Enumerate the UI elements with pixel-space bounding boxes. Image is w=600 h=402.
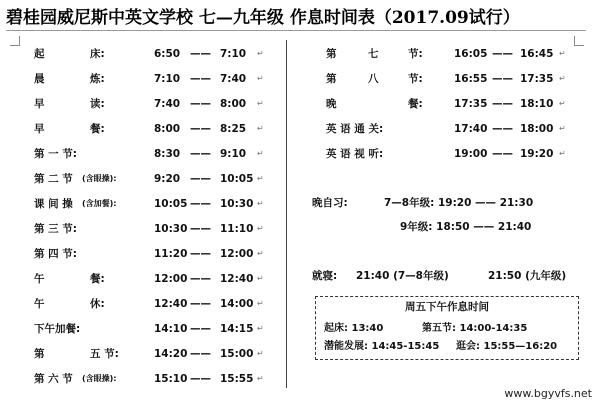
evening-study-grade78: 7—8年级: 19:20 —— 21:30 [384, 197, 534, 209]
schedule-label-suffix: 床: [90, 48, 105, 60]
friday-row-2b [456, 340, 557, 354]
schedule-row [34, 371, 284, 387]
schedule-start: 19:00 [454, 148, 488, 160]
schedule-dash: —— [190, 248, 211, 260]
evening-study-grade9: 9年级: 18:50 —— 21:40 [400, 221, 532, 233]
paragraph-mark-icon: ↵ [257, 349, 264, 358]
schedule-end: 11:10 [220, 223, 254, 235]
schedule-dash: —— [190, 98, 211, 110]
schedule-row [34, 346, 284, 362]
schedule-label: 下午加餐: [34, 323, 81, 335]
schedule-dash: —— [190, 48, 211, 60]
paragraph-mark-icon: ↵ [257, 124, 264, 133]
schedule-start: 17:35 [454, 98, 488, 110]
schedule-dash: —— [190, 73, 211, 85]
schedule-start: 10:05 [154, 198, 188, 210]
paragraph-mark-icon: ↵ [257, 74, 264, 83]
schedule-row [34, 296, 284, 312]
schedule-label-suffix: 餐: [408, 98, 423, 110]
title-text: 碧桂园威尼斯中英文学校 七—九年级 作息时间表（2017.09试行） [6, 8, 520, 28]
schedule-end: 8:25 [220, 123, 247, 135]
evening-study-row-78 [312, 195, 582, 211]
schedule-end: 7:40 [220, 73, 247, 85]
paragraph-mark-icon: ↵ [257, 324, 264, 333]
schedule-label-suffix: 五 节: [90, 348, 119, 360]
schedule-row [34, 46, 284, 62]
schedule-row [326, 121, 588, 137]
schedule-label-suffix: 餐: [90, 273, 105, 285]
schedule-end: 15:55 [220, 373, 254, 385]
friday-wake: 起床: 13:40 [324, 323, 384, 334]
paragraph-mark-icon: ↵ [559, 99, 566, 108]
schedule-dash: —— [492, 123, 513, 135]
schedule-end: 14:15 [220, 323, 254, 335]
schedule-row [326, 71, 588, 87]
schedule-label-suffix: 节: [408, 73, 423, 85]
sleep-row [312, 268, 582, 284]
schedule-row [326, 146, 588, 162]
schedule-dash: —— [190, 373, 211, 385]
schedule-label-suffix: 休: [90, 298, 105, 310]
friday-schedule-box [315, 296, 579, 360]
schedule-row [34, 246, 284, 262]
schedule-start: 12:40 [154, 298, 188, 310]
schedule-label: 晚 [326, 98, 337, 110]
schedule-end: 9:10 [220, 148, 247, 160]
schedule-end: 14:00 [220, 298, 254, 310]
schedule-label: 晨 [34, 73, 45, 85]
schedule-dash: —— [190, 323, 211, 335]
paragraph-mark-icon: ↵ [257, 199, 264, 208]
title-underline [6, 30, 586, 31]
friday-fifth: 第五节: 14:00-14:35 [422, 323, 528, 334]
page-title [6, 5, 594, 31]
schedule-start: 7:10 [154, 73, 181, 85]
sleep-grade78: 21:40 (7—8年级) [356, 270, 449, 282]
schedule-end: 8:00 [220, 98, 247, 110]
friday-row-2 [324, 340, 439, 354]
paragraph-mark-icon: ↵ [257, 224, 264, 233]
schedule-dash: —— [190, 223, 211, 235]
schedule-label-suffix: 餐: [90, 123, 105, 135]
schedule-label: 英 语 视 听: [326, 148, 384, 160]
schedule-start: 9:20 [154, 173, 181, 185]
paragraph-mark-icon: ↵ [257, 149, 264, 158]
schedule-start: 14:20 [154, 348, 188, 360]
schedule-row [34, 321, 284, 337]
schedule-row [34, 196, 284, 212]
paragraph-mark-icon: ↵ [257, 49, 264, 58]
schedule-label: 第 [326, 48, 337, 60]
schedule-label: 早 [34, 123, 45, 135]
schedule-end: 19:20 [520, 148, 554, 160]
schedule-label-suffix: 读: [90, 98, 105, 110]
schedule-label: 第 四 节: [34, 248, 78, 260]
schedule-start: 10:30 [154, 223, 188, 235]
schedule-dash: —— [190, 148, 211, 160]
column-divider [286, 40, 287, 388]
watermark: www.bgyvfs.net [504, 387, 592, 400]
sleep-label: 就寝: [312, 270, 338, 282]
schedule-end: 18:10 [520, 98, 554, 110]
schedule-end: 10:30 [220, 198, 254, 210]
schedule-start: 14:10 [154, 323, 188, 335]
schedule-dash: —— [492, 98, 513, 110]
schedule-row [34, 121, 284, 137]
schedule-dash: —— [190, 173, 211, 185]
schedule-end: 18:00 [520, 123, 554, 135]
schedule-row [326, 46, 588, 62]
evening-study-label: 晚自习: [312, 197, 348, 209]
schedule-dash: —— [492, 73, 513, 85]
schedule-dash: —— [190, 273, 211, 285]
paragraph-mark-icon: ↵ [257, 274, 264, 283]
schedule-end: 17:35 [520, 73, 554, 85]
schedule-start: 16:05 [454, 48, 488, 60]
schedule-start: 8:00 [154, 123, 181, 135]
schedule-start: 17:40 [454, 123, 488, 135]
schedule-label: 第 二 节 [34, 173, 73, 185]
schedule-end: 7:10 [220, 48, 247, 60]
schedule-row [34, 221, 284, 237]
schedule-note: (含眼操): [82, 374, 117, 383]
corner-mark-left [10, 36, 20, 46]
schedule-label: 课 间 操 [34, 198, 73, 210]
schedule-label: 第 [326, 73, 337, 85]
schedule-label: 早 [34, 98, 45, 110]
schedule-start: 11:20 [154, 248, 188, 260]
paragraph-mark-icon: ↵ [559, 149, 566, 158]
schedule-end: 12:40 [220, 273, 254, 285]
schedule-note: (含加餐): [82, 199, 117, 208]
schedule-label-suffix: 炼: [90, 73, 105, 85]
schedule-row [34, 271, 284, 287]
schedule-label: 午 [34, 298, 45, 310]
schedule-label: 第 一 节: [34, 148, 78, 160]
schedule-label-middle: 八 [368, 73, 379, 85]
corner-mark-right [574, 36, 584, 46]
schedule-dash: —— [190, 198, 211, 210]
schedule-dash: —— [492, 48, 513, 60]
schedule-start: 12:00 [154, 273, 188, 285]
friday-row-1 [324, 322, 383, 336]
schedule-row [34, 71, 284, 87]
schedule-label: 第 三 节: [34, 223, 78, 235]
friday-dev: 潜能发展: 14:45-15:45 [324, 341, 440, 352]
schedule-label: 起 [34, 48, 45, 60]
schedule-label-suffix: 节: [408, 48, 423, 60]
schedule-end: 16:45 [520, 48, 554, 60]
schedule-row [326, 96, 588, 112]
schedule-start: 16:55 [454, 73, 488, 85]
schedule-dash: —— [492, 148, 513, 160]
paragraph-mark-icon: ↵ [257, 99, 264, 108]
paragraph-mark-icon: ↵ [257, 174, 264, 183]
schedule-start: 8:30 [154, 148, 181, 160]
evening-study-row-9 [312, 219, 582, 235]
schedule-label: 午 [34, 273, 45, 285]
paragraph-mark-icon: ↵ [257, 299, 264, 308]
paragraph-mark-icon: ↵ [559, 49, 566, 58]
schedule-end: 10:05 [220, 173, 254, 185]
sleep-grade9: 21:50 (九年级) [488, 270, 567, 282]
schedule-dash: —— [190, 348, 211, 360]
schedule-end: 15:00 [220, 348, 254, 360]
schedule-label: 英 语 通 关: [326, 123, 384, 135]
schedule-label: 第 [34, 348, 45, 360]
paragraph-mark-icon: ↵ [257, 249, 264, 258]
schedule-end: 12:00 [220, 248, 254, 260]
schedule-note: (含眼操): [82, 174, 117, 183]
schedule-start: 15:10 [154, 373, 188, 385]
friday-row-1b [422, 322, 527, 336]
schedule-start: 6:50 [154, 48, 181, 60]
friday-dismiss: 逛会: 15:55—16:20 [456, 341, 558, 352]
paragraph-mark-icon: ↵ [559, 74, 566, 83]
schedule-start: 7:40 [154, 98, 181, 110]
paragraph-mark-icon: ↵ [559, 124, 566, 133]
paragraph-mark-icon: ↵ [257, 374, 264, 383]
schedule-dash: —— [190, 298, 211, 310]
schedule-row [34, 171, 284, 187]
schedule-row [34, 146, 284, 162]
schedule-label-middle: 七 [368, 48, 379, 60]
schedule-row [34, 96, 284, 112]
schedule-dash: —— [190, 123, 211, 135]
friday-title: 周五下午作息时间 [405, 301, 489, 313]
schedule-label: 第 六 节 [34, 373, 73, 385]
